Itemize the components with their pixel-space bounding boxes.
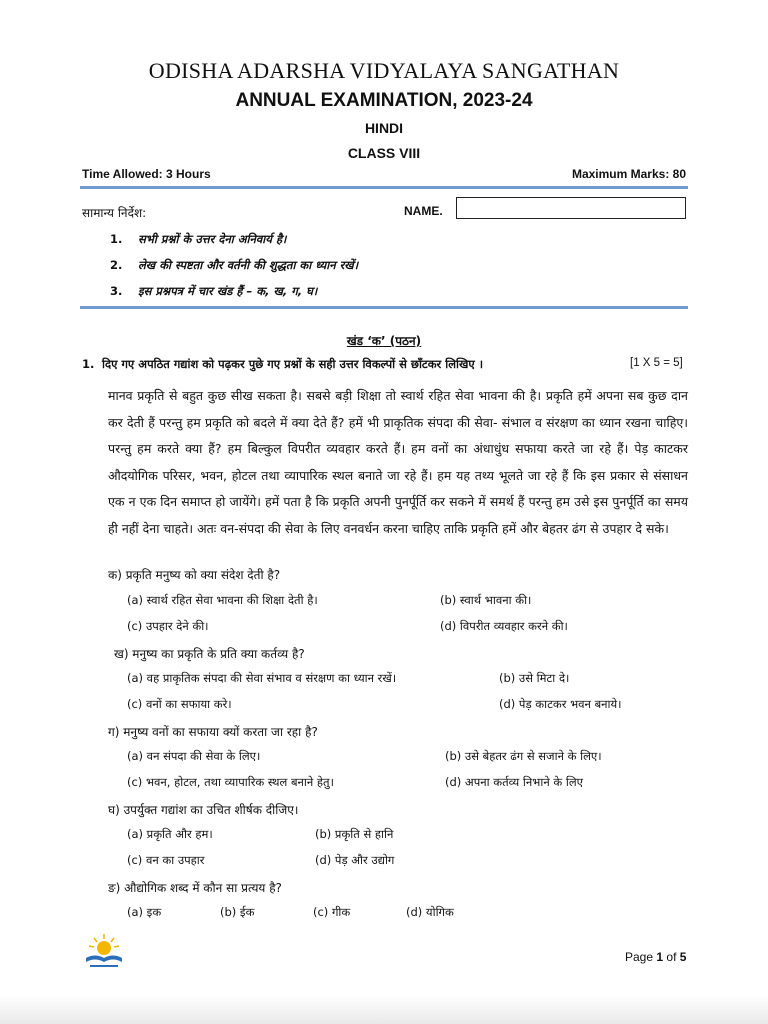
maximum-marks: Maximum Marks: 80 — [571, 167, 686, 181]
option-ka-a: (a) स्वार्थ रहित सेवा भावना की शिक्षा देती है। — [127, 593, 318, 607]
time-allowed: Time Allowed: 3 Hours — [82, 167, 211, 181]
option-ka-d: (d) विपरीत व्यवहार करने की। — [440, 619, 568, 633]
subject-title: HINDI — [364, 120, 404, 136]
option-ka-b: (b) स्वार्थ भावना की। — [440, 593, 532, 607]
open-book-icon — [86, 956, 122, 963]
option-kha-b: (b) उसे मिटा दे। — [499, 671, 570, 685]
option-kha-c: (c) वनों का सफाया करे। — [127, 697, 232, 711]
question-number: 1. — [82, 357, 95, 371]
option-nga-d: (d) योगिक — [406, 905, 454, 919]
class-title: CLASS VIII — [347, 145, 421, 161]
instruction-text: लेख की स्पष्टता और वर्तनी की शुद्धता का ध्यान रखें। — [138, 258, 359, 272]
question-text: दिए गए अपठित गद्यांश को पढ़कर पुछे गए प्रश्नों के सही उत्तर विकल्पों से छाँटकर लिखिए । — [102, 357, 484, 371]
option-nga-a: (a) इक — [127, 905, 162, 919]
subquestion-ga: ग) मनुष्य वनों का सफाया क्यों करता जा रहा है? — [108, 725, 318, 739]
option-kha-a: (a) वह प्राकृतिक संपदा की सेवा संभाव व संरक्षण का ध्यान रखें। — [127, 671, 397, 685]
general-instructions-title: सामान्य निर्देश: — [82, 206, 147, 220]
instruction-item — [110, 232, 286, 247]
option-kha-d: (d) पेड़ काटकर भवन बनाये। — [499, 697, 622, 711]
option-nga-b: (b) ईक — [220, 905, 255, 919]
question-1 — [82, 357, 483, 372]
organization-title: ODISHA ADARSHA VIDYALAYA SANGATHAN — [148, 58, 620, 83]
page-bottom-shadow — [0, 995, 768, 1024]
unseen-passage: मानव प्रकृति से बहुत कुछ सीख सकता है। सबसे बड़ी शिक्षा तो स्वार्थ रहित सेवा भावना की है। प्रकृति हमें अपना सब कुछ दान कर देती हैं परन्तु हम प्रकृति को बदले में क्या देते हैं? हमें भी प्राकृतिक संपदा की सेवा- संभाल व संरक्षण का ध्यान रखना चाहिए। परन्तु हम करते क्या हैं? हम बिल्कुल विपरीत व्यवहार करते हैं। हम वनों का अंधाधुंध सफाया करते जा रहे हैं। पेड़ काटकर औदयोगिक परिसर, भवन, होटल तथा व्यापारिक स्थल बनाते जा रहे हैं। हम यह तथ्य भूलते जा रहे हैं कि इस प्रकार से संसाधन एक न एक दिन समाप्त हो जायेंगे। हमें पता है कि प्रकृति अपनी पुनर्पूर्ति कर सकने में समर्थ हैं परन्तु हम उसे इस पुनर्पूर्ति का समय ही नहीं देना चाहते। अतः वन-संपदा की सेवा के लिए वनवर्धन करना चाहिए ताकि प्रकृति हमें और बेहतर ढंग से उपहार दे सके। — [108, 388, 688, 536]
option-ga-d: (d) अपना कर्तव्य निभाने के लिए — [445, 775, 583, 789]
instruction-text: इस प्रश्नपत्र में चार खंड हैं – क, ख, ग, घ। — [138, 284, 318, 298]
sangathan-logo — [80, 930, 128, 970]
option-ga-a: (a) वन संपदा की सेवा के लिए। — [127, 749, 261, 763]
option-gha-c: (c) वन का उपहार — [127, 853, 205, 867]
subquestion-ka: क) प्रकृति मनुष्य को क्या संदेश देती है? — [108, 568, 281, 582]
instruction-number: 1. — [110, 232, 123, 246]
instruction-item — [110, 284, 317, 299]
instruction-item — [110, 258, 358, 273]
instruction-text: सभी प्रश्नों के उत्तर देना अनिवार्य है। — [138, 232, 287, 246]
question-marks: [1 X 5 = 5] — [630, 357, 683, 369]
subquestion-nga: ङ) औद्योगिक शब्द में कौन सा प्रत्यय है? — [108, 881, 282, 895]
instruction-number: 3. — [110, 284, 123, 298]
name-label: NAME. — [404, 204, 443, 218]
sun-rays-icon — [89, 934, 119, 955]
option-nga-c: (c) गीक — [313, 905, 351, 919]
option-ka-c: (c) उपहार देने की। — [127, 619, 209, 633]
subquestion-kha: ख) मनुष्य का प्रकृति के प्रति क्या कर्तव्य है? — [114, 647, 305, 661]
page-number: Page 1 of 5 — [625, 950, 687, 964]
option-gha-a: (a) प्रकृति और हम। — [127, 827, 213, 841]
divider-top — [80, 186, 688, 189]
option-ga-b: (b) उसे बेहतर ढंग से सजाने के लिए। — [445, 749, 602, 763]
option-gha-d: (d) पेड़ और उद्योग — [315, 853, 395, 867]
section-title: खंड ‘क’ (पठन) — [346, 334, 422, 348]
divider-bottom — [80, 306, 688, 309]
option-gha-b: (b) प्रकृति से हानि — [315, 827, 394, 841]
subquestion-gha: घ) उपर्युक्त गद्यांश का उचित शीर्षक दीजिए। — [108, 803, 299, 817]
exam-title: ANNUAL EXAMINATION, 2023-24 — [235, 90, 533, 111]
name-field[interactable] — [456, 197, 686, 219]
option-ga-c: (c) भवन, होटल, तथा व्यापारिक स्थल बनाने हेतु। — [127, 775, 334, 789]
instruction-number: 2. — [110, 258, 123, 272]
